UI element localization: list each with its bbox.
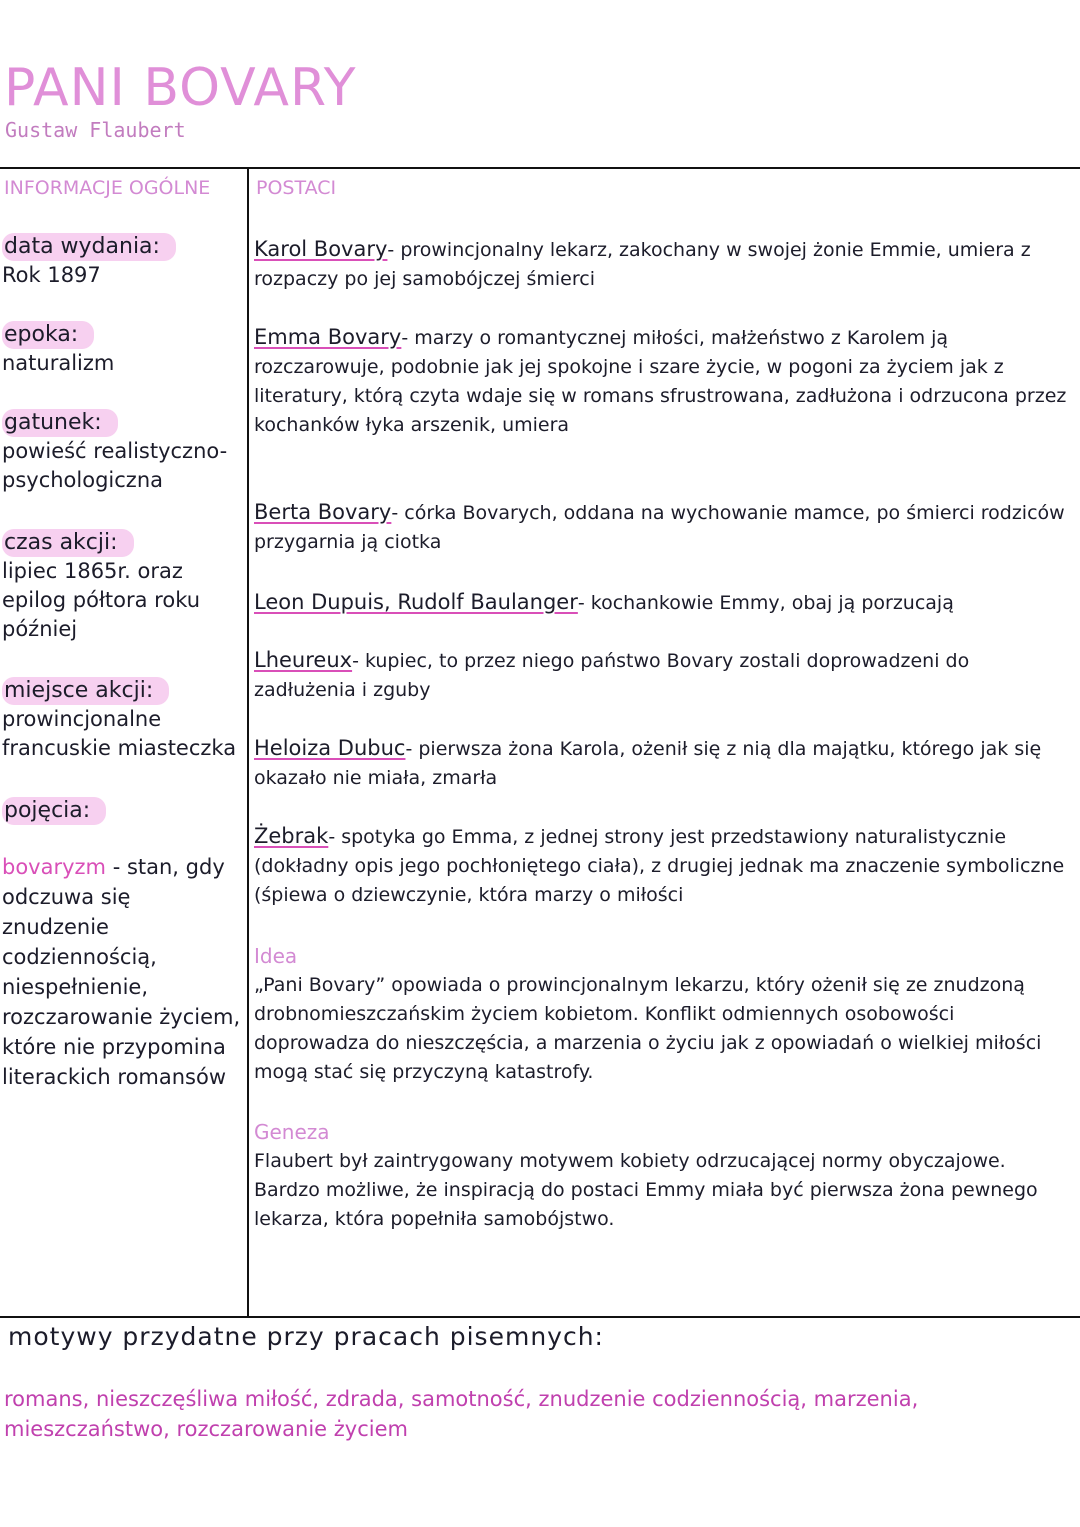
character-name: Leon Dupuis, Rudolf Baulanger: [254, 590, 578, 614]
right-column-header: POSTACI: [256, 177, 337, 199]
character-name: Żebrak: [254, 824, 329, 848]
character-desc: - kupiec, to przez niego państwo Bovary zostali doprowadzeni do zadłużenia i zguby: [254, 650, 970, 701]
character-lheureux: [254, 646, 1076, 705]
label-pojecia: pojęcia:: [2, 797, 106, 825]
character-name: Emma Bovary: [254, 325, 402, 349]
info-epoka: [2, 320, 242, 378]
info-gatunek: [2, 408, 242, 495]
label-czas-akcji: czas akcji:: [2, 529, 134, 557]
character-desc: - marzy o romantycznej miłości, małżeństwo z Karolem ją rozczarowuje, podobnie jak jej spokojne i szare życie, w pogoni za życiem jak z literatury, którą czyta wdaje się w romans sfrustrowana, zadłużona i odrzucona przez kochanków łyka arszenik, umiera: [254, 327, 1067, 436]
motywy-label: motywy przydatne przy pracach pisemnych:: [8, 1322, 604, 1351]
character-desc: - kochankowie Emmy, obaj ją porzucają: [577, 592, 954, 614]
value-data-wydania: Rok 1897: [2, 263, 101, 287]
info-miejsce-akcji: [2, 676, 242, 763]
info-data-wydania: [2, 232, 242, 290]
pojecie-bovaryzm: [2, 852, 242, 1092]
top-divider: [0, 167, 1080, 169]
info-pojecia: [2, 796, 242, 825]
column-divider: [247, 168, 249, 1317]
geneza-text: Flaubert był zaintrygowany motywem kobiety odrzucającej normy obyczajowe. Bardzo możliwe, że inspiracją do postaci Emmy miała być pierwsza żona pewnego lekarza, która popełniła samobójstwo.: [254, 1150, 1038, 1230]
character-kochankowie: [254, 588, 1076, 618]
character-zebrak: [254, 822, 1076, 910]
motywy-list: romans, nieszczęśliwa miłość, zdrada, samotność, znudzenie codziennością, marzenia, mieszczaństwo, rozczarowanie życiem: [4, 1387, 919, 1441]
label-epoka: epoka:: [2, 321, 94, 349]
label-gatunek: gatunek:: [2, 409, 118, 437]
character-karol: [254, 235, 1076, 294]
value-miejsce-akcji: prowincjonalne francuskie miasteczka: [2, 707, 237, 760]
idea-label: Idea: [254, 944, 298, 968]
label-miejsce-akcji: miejsce akcji:: [2, 677, 169, 705]
character-heloiza: [254, 734, 1076, 793]
character-name: Karol Bovary: [254, 237, 388, 261]
value-gatunek: powieść realistyczno-psychologiczna: [2, 439, 228, 492]
character-desc: - córka Bovarych, oddana na wychowanie mamce, po śmierci rodziców przygarnia ją ciotka: [254, 502, 1065, 553]
label-data-wydania: data wydania:: [2, 233, 176, 261]
character-desc: - prowincjonalny lekarz, zakochany w swojej żonie Emmie, umiera z rozpaczy po jej samobójczej śmierci: [254, 239, 1031, 290]
idea-text: „Pani Bovary” opowiada o prowincjonalnym lekarzu, który ożenił się ze znudzoną drobnomieszczańskim życiem kobietom. Konflikt odmiennych osobowości doprowadza do nieszczęścia, a marzenia o życiu jak z opowiadań o wielkiej miłości mogą stać się przyczyną katastrofy.: [254, 974, 1042, 1083]
character-desc: - spotyka go Emma, z jednej strony jest przedstawiony naturalistycznie (dokładny opis jego pochłoniętego ciała), z drugiej jednak ma znaczenie symboliczne (śpiewa o dziewczynie, która marzy o miłości: [254, 826, 1065, 906]
character-name: Heloiza Dubuc: [254, 736, 406, 760]
left-column-header: INFORMACJE OGÓLNE: [4, 177, 211, 199]
character-emma: [254, 323, 1076, 440]
term-bovaryzm: bovaryzm: [2, 855, 107, 879]
idea-section: [254, 942, 1076, 1087]
author: Gustaw Flaubert: [5, 118, 186, 142]
character-desc: - pierwsza żona Karola, ożenił się z nią dla majątku, którego jak się okazało nie miała, zmarła: [254, 738, 1042, 789]
character-name: Lheureux: [254, 648, 353, 672]
definition-bovaryzm: - stan, gdy odczuwa się znudzenie codziennością, niespełnienie, rozczarowanie życiem, które nie przypomina literackich romansów: [2, 855, 241, 1089]
character-berta: [254, 498, 1076, 557]
info-czas-akcji: [2, 528, 242, 644]
geneza-section: [254, 1118, 1076, 1234]
value-epoka: naturalizm: [2, 351, 115, 375]
bottom-divider: [0, 1316, 1080, 1318]
geneza-label: Geneza: [254, 1120, 330, 1144]
character-name: Berta Bovary: [254, 500, 392, 524]
value-czas-akcji: lipiec 1865r. oraz epilog półtora roku później: [2, 559, 201, 641]
page-title: PANI BOVARY: [4, 58, 357, 118]
